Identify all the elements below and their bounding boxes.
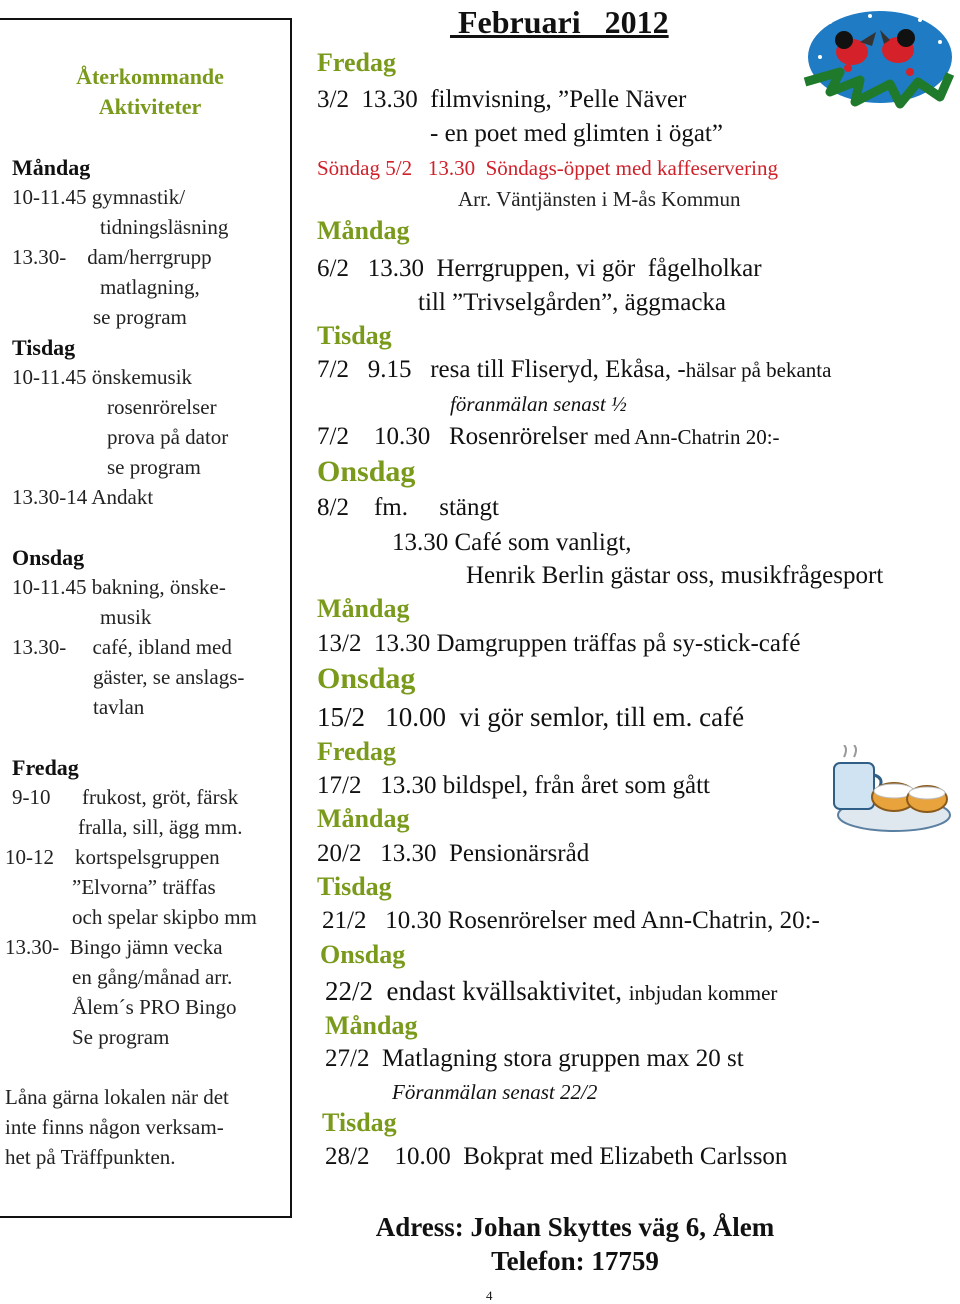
- event-line: 28/2 10.00 Bokprat med Elizabeth Carlsson: [325, 1143, 788, 1170]
- event-line: till ”Trivselgården”, äggmacka: [418, 289, 727, 316]
- event-line: - en poet med glimten i ögat”: [430, 120, 723, 147]
- sidebar-line: tavlan: [93, 695, 145, 719]
- event-line: 8/2 fm. stängt: [317, 494, 499, 521]
- sidebar-day-friday: Fredag: [12, 755, 79, 780]
- event-line: 13.30 Café som vanligt,: [392, 529, 632, 556]
- sidebar-line: tidningsläsning: [100, 215, 229, 239]
- event-line: 22/2 endast kvällsaktivitet, inbjudan kommer: [325, 976, 778, 1006]
- event-line: 20/2 13.30 Pensionärsråd: [317, 840, 590, 867]
- sidebar-line: Se program: [72, 1025, 170, 1049]
- event-line: Arr. Väntjänsten i M-ås Kommun: [458, 187, 741, 211]
- sidebar-line: gäster, se anslags-: [93, 665, 245, 689]
- sidebar-line: 10-12 kortspelsgruppen: [5, 845, 220, 869]
- sidebar-day-wednesday: Onsdag: [12, 545, 85, 570]
- sidebar-line: och spelar skipbo mm: [72, 905, 257, 929]
- sidebar-line: fralla, sill, ägg mm.: [78, 815, 243, 839]
- sidebar-line: 10-11.45 gymnastik/: [12, 185, 186, 209]
- sidebar-line: 10-11.45 önskemusik: [12, 365, 193, 389]
- coffee-and-semla-icon: [822, 745, 952, 835]
- event-line: Föranmälan senast 22/2: [392, 1080, 598, 1104]
- sidebar-line: prova på dator: [107, 425, 229, 449]
- event-line: Söndag 5/2 13.30 Söndags-öppet med kaffeservering: [317, 156, 778, 180]
- sidebar-line: matlagning,: [100, 275, 200, 299]
- day-heading: Onsdag: [320, 940, 406, 969]
- address: Adress: Johan Skyttes väg 6, Ålem: [375, 1212, 775, 1242]
- sidebar-line: 13.30- dam/herrgrupp: [12, 245, 212, 269]
- event-line: 15/2 10.00 vi gör semlor, till em. café: [317, 702, 745, 732]
- event-line: 6/2 13.30 Herrgruppen, vi gör fågelholkar: [317, 255, 762, 282]
- day-heading: Måndag: [317, 804, 410, 833]
- sidebar-line: se program: [107, 455, 201, 479]
- sidebar-day-monday: Måndag: [12, 155, 91, 180]
- sidebar-line: rosenrörelser: [107, 395, 217, 419]
- sidebar-note: inte finns någon verksam-: [5, 1115, 224, 1139]
- sidebar-note: het på Träffpunkten.: [5, 1145, 176, 1169]
- day-heading: Tisdag: [317, 321, 392, 350]
- sidebar-line: 13.30-14 Andakt: [12, 485, 154, 509]
- event-line: 17/2 13.30 bildspel, från året som gått: [317, 772, 710, 799]
- page-number: 4: [486, 1288, 493, 1303]
- event-line: föranmälan senast ½: [450, 392, 627, 416]
- sidebar-line: 13.30- Bingo jämn vecka: [5, 935, 223, 959]
- phone: Telefon: 17759: [491, 1246, 659, 1276]
- event-line: Henrik Berlin gästar oss, musikfrågesport: [466, 562, 884, 589]
- sidebar-line: ”Elvorna” träffas: [72, 875, 216, 899]
- sidebar-note: Låna gärna lokalen när det: [5, 1085, 229, 1109]
- sidebar-line: en gång/månad arr.: [72, 965, 233, 989]
- sidebar-line: Ålem´s PRO Bingo: [72, 995, 237, 1019]
- birds-on-branch-icon: [800, 2, 958, 110]
- event-line: 7/2 10.30 Rosenrörelser med Ann-Chatrin 20:-: [317, 423, 780, 450]
- day-heading: Onsdag: [317, 662, 416, 695]
- sidebar-day-tuesday: Tisdag: [12, 335, 76, 360]
- sidebar-line: se program: [93, 305, 187, 329]
- day-heading: Måndag: [325, 1011, 418, 1040]
- sidebar-line: 13.30- café, ibland med: [12, 635, 232, 659]
- day-heading: Fredag: [317, 48, 396, 77]
- event-line: 7/2 9.15 resa till Fliseryd, Ekåsa, -hälsar på bekanta: [317, 356, 832, 383]
- event-line: 3/2 13.30 filmvisning, ”Pelle Näver: [317, 86, 687, 113]
- event-line: 27/2 Matlagning stora gruppen max 20 st: [325, 1045, 744, 1072]
- event-line: 13/2 13.30 Damgruppen träffas på sy-stick-café: [317, 630, 801, 657]
- day-heading: Onsdag: [317, 455, 416, 488]
- sidebar-line: 9-10 frukost, gröt, färsk: [12, 785, 239, 809]
- page-title: Februari 2012: [450, 4, 669, 40]
- day-heading: Tisdag: [317, 872, 392, 901]
- day-heading: Måndag: [317, 594, 410, 623]
- event-line: 21/2 10.30 Rosenrörelser med Ann-Chatrin, 20:-: [322, 907, 820, 934]
- sidebar-heading: Återkommande: [76, 64, 224, 89]
- sidebar-line: 10-11.45 bakning, önske-: [12, 575, 226, 599]
- day-heading: Tisdag: [322, 1108, 397, 1137]
- day-heading: Fredag: [317, 737, 396, 766]
- sidebar-line: musik: [100, 605, 152, 629]
- sidebar-heading: Aktiviteter: [98, 94, 202, 119]
- day-heading: Måndag: [317, 216, 410, 245]
